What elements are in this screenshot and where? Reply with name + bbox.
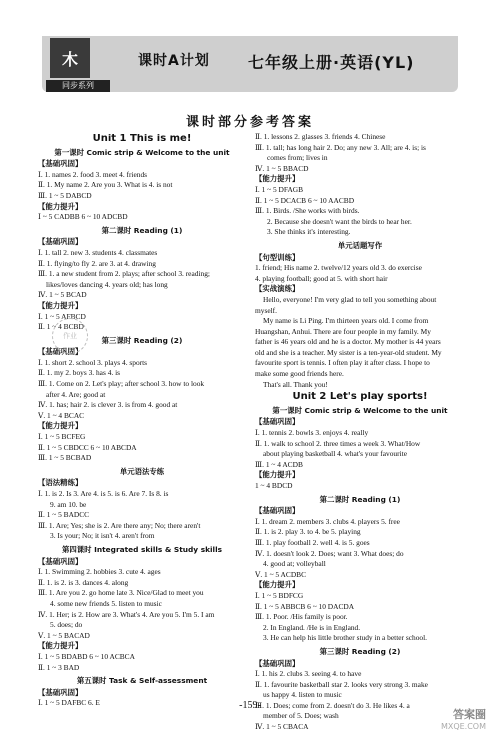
answer-line: Ⅰ. 1 ~ 5 BCFEG <box>38 432 86 442</box>
answer-line: Ⅲ. 1. Are; Yes; she is 2. Are there any; No; there aren't <box>38 520 201 530</box>
publisher-logo: 木 <box>50 38 90 78</box>
answer-line: Ⅲ. 1. tall; has long hair 2. Do; any new 3. All; are 4. is; is <box>255 142 426 152</box>
answer-line: 1 ~ 4 BDCD <box>255 481 293 490</box>
section-label: 【基础巩固】 <box>255 417 300 427</box>
section-label: 【能力提升】 <box>38 641 83 651</box>
answer-line: Ⅱ. 1. walk to school 2. three times a week 3. What/How <box>255 438 421 448</box>
answer-line: Ⅲ. 1 ~ 5 BCBAD <box>38 453 92 463</box>
watermark-url: MXQE.COM <box>440 722 486 731</box>
answer-line: 2. Because she doesn't want the birds to hear her. <box>267 216 412 226</box>
answer-line: Ⅴ. 1 ~ 5 ACDBC <box>255 569 307 579</box>
answer-line: My name is Li Ping. I'm thirteen years old. I come from <box>263 316 429 326</box>
answer-line: Ⅲ. 1. Poor. /His family is poor. <box>255 612 348 622</box>
answer-line: us happy 4. listen to music <box>263 690 342 700</box>
answer-line: Ⅰ. 1. his 2. clubs 3. seeing 4. to have <box>255 669 362 679</box>
section-label: 【能力提升】 <box>255 580 300 590</box>
unit-heading: Unit 1 This is me! <box>92 134 192 144</box>
lesson-heading: 第五课时 Task & Self-assessment <box>76 676 208 686</box>
answer-line: Ⅰ. 1. tall 2. new 3. students 4. classmates <box>38 247 158 257</box>
lesson-heading: 第三课时 Reading (2) <box>319 646 401 656</box>
answer-line: Huangshan, Anhui. There are four people in my family. My <box>255 326 431 336</box>
section-label: 【基础巩固】 <box>38 159 83 169</box>
lesson-heading: 单元话题写作 <box>337 240 383 250</box>
answer-line: Ⅱ. 1. is 2. is 3. dances 4. along <box>38 577 129 587</box>
section-label: 【基础巩固】 <box>38 556 83 566</box>
answer-line: Ⅳ. 1 ~ 5 BCAD <box>38 290 87 300</box>
stamp-icon: 作业 <box>52 318 88 354</box>
answer-line: Ⅰ. 1 ~ 5 DAFBC 6. E <box>38 698 100 708</box>
answer-line: Ⅱ. 1. my 2. boys 3. has 4. is <box>38 368 121 378</box>
answer-line: Ⅱ. 1 ~ 5 CBDCC 6 ~ 10 ABCDA <box>38 442 137 452</box>
answer-line: Ⅱ. 1 ~ 3 BAD <box>38 662 80 672</box>
answer-line: member of 5. Does; wash <box>263 711 339 721</box>
answer-line: likes/loves dancing 4. years old; has long <box>46 279 168 289</box>
answer-line: 2. In England. /He is in England. <box>263 622 361 632</box>
answer-line: Ⅴ. 1 ~ 4 BCAC <box>38 410 85 420</box>
answer-line: 4. some new friends 5. listen to music <box>50 598 162 608</box>
answer-line: 5. does; do <box>50 620 83 630</box>
answer-line: Ⅲ. 1. Birds. /She works with birds. <box>255 206 360 216</box>
section-label: 【实战演练】 <box>255 284 300 294</box>
answer-line: Ⅲ. 1. Come on 2. Let's play; after school 3. how to look <box>38 379 205 389</box>
answer-line: Ⅳ. 1 ~ 5 CBACA <box>255 722 309 732</box>
answer-line: favourite sport is tennis. I often play it after class. I hope to <box>255 358 430 368</box>
answer-line: Ⅱ. 1 ~ 5 ABBCB 6 ~ 10 DACDA <box>255 601 355 611</box>
page-number: -159- <box>239 700 261 711</box>
answer-line: Ⅰ. 1 ~ 5 BDABD 6 ~ 10 ACBCA <box>38 651 135 661</box>
series-label: 同步系列 <box>46 80 110 92</box>
unit-heading: Unit 2 Let's play sports! <box>292 392 428 403</box>
answer-line: Ⅰ. 1. tennis 2. bowls 3. enjoys 4. really <box>255 428 369 438</box>
answer-line: comes from; lives in <box>267 153 328 163</box>
section-label: 【基础巩固】 <box>255 506 300 516</box>
lesson-heading: 第三课时 Reading (2) <box>101 335 183 345</box>
answer-line: 4. good at; volleyball <box>263 559 326 569</box>
section-label: 【基础巩固】 <box>255 658 300 668</box>
section-label: 【句型训练】 <box>255 252 300 262</box>
answer-line: Ⅱ. 1 ~ 5 DCACB 6 ~ 10 AACBD <box>255 195 355 205</box>
left-column <box>38 132 246 709</box>
answer-line: Ⅳ. 1. Her; is 2. How are 3. What's 4. Are you 5. I'm 5. I am <box>38 609 215 619</box>
answer-line: after 4. Are; good at <box>46 389 106 399</box>
lesson-heading: 第二课时 Reading (1) <box>319 494 401 504</box>
right-column <box>255 132 465 733</box>
answer-line: Ⅰ. 1. short 2. school 3. plays 4. sports <box>38 357 148 367</box>
lesson-heading: 第四课时 Integrated skills & Study skills <box>61 544 223 554</box>
answer-line: Ⅰ. 1. dream 2. members 3. clubs 4. players 5. free <box>255 516 400 526</box>
answer-line: Ⅲ. 1. play football 2. well 4. is 5. goes <box>255 537 370 547</box>
answer-line: Ⅲ. 1. a new student from 2. plays; after school 3. reading; <box>38 269 210 279</box>
answer-line: Ⅳ. 1 ~ 5 BBACD <box>255 163 309 173</box>
answer-line: 9. am 10. be <box>50 499 87 509</box>
section-label: 【基础巩固】 <box>38 237 83 247</box>
answer-line: That's all. Thank you! <box>263 379 328 389</box>
answer-line: 3. He can help his little brother study in a better school. <box>263 633 427 643</box>
section-label: 【基础巩固】 <box>38 687 83 697</box>
answer-line: Ⅱ. 1 ~ 4 BCBD <box>38 322 84 332</box>
answer-line: myself. <box>255 305 277 315</box>
section-label: 【能力提升】 <box>38 300 83 310</box>
answer-line: Ⅰ ~ 5 CADBB 6 ~ 10 ADCBD <box>38 212 128 222</box>
answer-line: old and she is a teacher. My sister is a ten-year-old student. My <box>255 347 442 357</box>
answer-line: Ⅳ. 1. doesn't look 2. Does; want 3. What does; do <box>255 548 404 558</box>
answer-line: Hello, everyone! I'm very glad to tell you something about <box>263 294 437 304</box>
section-label: 【语法精练】 <box>38 478 83 488</box>
answer-line: 3. Is your; No; it isn't 4. aren't from <box>50 531 155 541</box>
answer-line: Ⅰ. 1 ~ 5 DFAGB <box>255 184 304 194</box>
answer-line: Ⅱ. 1. flying/to fly 2. are 3. at 4. drawing <box>38 258 156 268</box>
answer-line: 4. playing football; good at 5. with short hair <box>255 273 388 283</box>
lesson-heading: 单元语法专练 <box>119 466 165 476</box>
watermark-logo: 答案圈 <box>453 708 486 721</box>
answer-line: Ⅲ. 1 ~ 5 DABCD <box>38 190 92 200</box>
answer-line: Ⅲ. 1. Are you 2. go home late 3. Nice/Glad to meet you <box>38 588 204 598</box>
answer-line: about playing basketball 4. what's your favourite <box>263 449 407 459</box>
section-label: 【能力提升】 <box>255 174 300 184</box>
book-title: 七年级上册·英语(YL) <box>248 53 415 72</box>
page-title: 课时部分参考答案 <box>185 115 314 130</box>
answer-line: Ⅳ. 1. has; hair 2. is clever 3. is from 4. good at <box>38 400 178 410</box>
answer-line: Ⅰ. 1 ~ 5 BDFCG <box>255 590 304 600</box>
answer-line: Ⅲ. 1 ~ 4 ACDB <box>255 459 303 469</box>
answer-line: Ⅱ. 1. lessons 2. glasses 3. friends 4. Chinese <box>255 132 386 141</box>
section-label: 【能力提升】 <box>255 470 300 480</box>
answer-line: Ⅰ. 1. is 2. Is 3. Are 4. is 5. is 6. Are 7. Is 8. is <box>38 489 169 498</box>
answer-line: Ⅱ. 1 ~ 5 BADCC <box>38 510 90 520</box>
lesson-heading: 第一课时 Comic strip & Welcome to the unit <box>54 147 230 157</box>
answer-line: Ⅱ. 1. My name 2. Are you 3. What is 4. is not <box>38 180 173 190</box>
answer-line: Ⅱ. 1. is 2. play 3. to 4. be 5. playing <box>255 527 361 537</box>
answer-line: Ⅱ. 1. favourite basketball star 2. looks very strong 3. make <box>255 679 428 689</box>
lesson-heading: 第二课时 Reading (1) <box>101 225 183 235</box>
lesson-heading: 第一课时 Comic strip & Welcome to the unit <box>272 405 448 415</box>
section-label: 【能力提升】 <box>38 421 83 431</box>
answer-line: 3. She thinks it's interesting. <box>267 227 351 237</box>
answer-line: Ⅰ. 1. names 2. food 3. meet 4. friends <box>38 169 148 179</box>
section-label: 【基础巩固】 <box>38 347 83 357</box>
brand-title: 课时A计划 <box>138 53 210 69</box>
answer-line: Ⅴ. 1 ~ 5 BACAD <box>38 630 90 640</box>
answer-line: Ⅰ. 1 ~ 5 AFBCD <box>38 311 86 321</box>
answer-line: Ⅰ. 1. Swimming 2. hobbies 3. cute 4. ages <box>38 567 161 577</box>
answer-line: Ⅲ. 1. Does; come from 2. doesn't do 3. He likes 4. a <box>255 700 410 710</box>
answer-line: 1. friend; His name 2. twelve/12 years old 3. do exercise <box>255 263 422 273</box>
section-label: 【能力提升】 <box>38 201 83 211</box>
answer-line: father is 46 years old and he is a doctor. My mother is 44 years <box>255 337 441 347</box>
answer-line: make some good friends here. <box>255 369 344 379</box>
